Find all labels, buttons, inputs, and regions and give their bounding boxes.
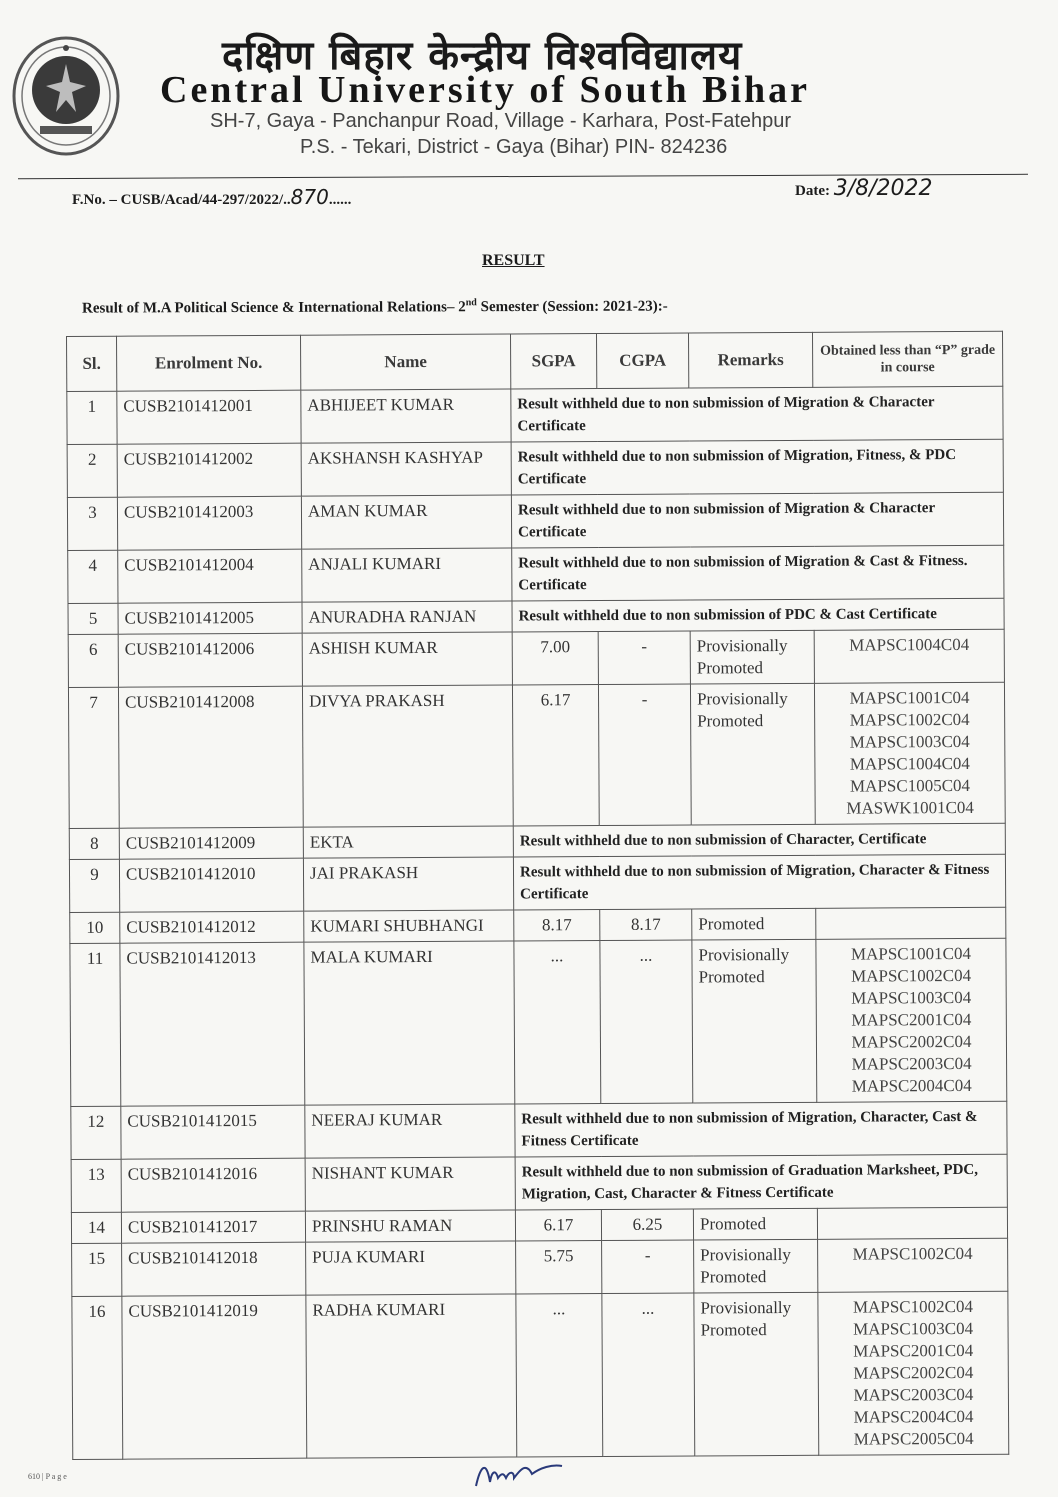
course-code: MAPSC1003C04 (853, 1318, 974, 1339)
cell-sgpa: 6.17 (515, 1210, 601, 1241)
cell-withheld-remark: Result withheld due to non submission of Migration, Character, Cast & Fitness Certificate (515, 1101, 1007, 1157)
cell-sl: 5 (68, 603, 118, 634)
cell-sl: 6 (68, 634, 118, 687)
university-seal-icon (10, 30, 122, 160)
table-body (67, 386, 1009, 1459)
cell-enrolment: CUSB2101412002 (117, 443, 301, 497)
cell-sl: 11 (70, 943, 121, 1106)
course-code: MAPSC1004C04 (849, 634, 970, 655)
cell-name: ABHIJEET KUMAR (301, 389, 511, 443)
course-code: MAPSC2001C04 (851, 1009, 972, 1030)
cell-withheld-remark: Result withheld due to non submission of Graduation Marksheet, PDC, Migration, Cast, Character & Fitness Certificate (515, 1154, 1007, 1210)
cell-name: NEERAJ KUMAR (305, 1104, 515, 1158)
table-row (69, 854, 1005, 912)
cell-sl: 9 (69, 859, 119, 912)
course-code: MAPSC2004C04 (851, 1075, 972, 1096)
cell-courses (814, 629, 1004, 683)
cell-sl: 15 (72, 1243, 122, 1296)
cell-withheld-remark: Result withheld due to non submission of Migration & Character Certificate (511, 492, 1003, 548)
page-number: 610 | P a g e (28, 1472, 67, 1481)
cell-name: DIVYA PRAKASH (302, 685, 513, 827)
course-code: MAPSC1005C04 (849, 775, 971, 796)
course-code: MAPSC2003C04 (851, 1053, 972, 1074)
result-description-text: Result of M.A Political Science & International Relations– 2 (81, 299, 466, 317)
course-code: MAPSC2003C04 (853, 1384, 974, 1405)
header-sgpa: SGPA (510, 334, 596, 389)
table-row (68, 629, 1004, 687)
course-code: MAPSC2005C04 (853, 1428, 974, 1449)
cell-courses (814, 682, 1005, 824)
results-table-wrapper (66, 331, 1012, 1460)
cell-cgpa: ... (600, 940, 693, 1104)
cell-withheld-remark: Result withheld due to non submission of Migration & Character Certificate (511, 386, 1003, 442)
course-code: MASWK1001C04 (846, 797, 974, 818)
cell-enrolment: CUSB2101412015 (121, 1105, 305, 1159)
document-date (795, 176, 933, 201)
table-row (67, 439, 1003, 497)
table-row (68, 545, 1004, 603)
cell-name: PRINSHU RAMAN (305, 1210, 515, 1242)
course-code: MAPSC2002C04 (851, 1031, 972, 1052)
cell-sl: 13 (71, 1159, 121, 1212)
cell-enrolment: CUSB2101412003 (117, 496, 301, 550)
cell-sl: 16 (72, 1296, 123, 1459)
cell-enrolment: CUSB2101412001 (117, 390, 301, 444)
cell-courses (816, 907, 1006, 939)
table-row (70, 938, 1007, 1106)
cell-sgpa: 8.17 (514, 910, 600, 941)
cell-courses (816, 938, 1007, 1102)
course-code: MAPSC2001C04 (853, 1340, 974, 1361)
cell-name: JAI PRAKASH (303, 857, 513, 911)
cell-sl: 8 (69, 828, 119, 859)
cell-sgpa: 6.17 (512, 685, 599, 826)
cell-remarks: Provisionally Promoted (694, 1292, 819, 1456)
course-code: MAPSC1003C04 (851, 987, 972, 1008)
cell-cgpa: - (598, 631, 690, 685)
cell-remarks: Provisionally Promoted (690, 630, 814, 684)
table-row (72, 1291, 1009, 1459)
cell-enrolment: CUSB2101412012 (120, 911, 304, 943)
cell-name: EKTA (303, 826, 513, 858)
table-row (71, 1154, 1007, 1212)
course-code: MAPSC2002C04 (853, 1362, 974, 1383)
handwritten-signature-icon (470, 1448, 570, 1493)
course-code: MAPSC1002C04 (849, 709, 970, 730)
cell-withheld-remark: Result withheld due to non submission of Migration, Character & Fitness Certificate (513, 854, 1005, 910)
cell-courses (818, 1291, 1009, 1455)
table-row (71, 1101, 1007, 1159)
cell-sl: 14 (71, 1212, 121, 1243)
cell-courses (818, 1238, 1008, 1292)
cell-remarks: Provisionally Promoted (694, 1239, 818, 1293)
cell-remarks: Provisionally Promoted (692, 939, 817, 1103)
cell-remarks: Promoted (692, 908, 816, 940)
cell-name: RADHA KUMARI (306, 1294, 517, 1458)
file-number (72, 185, 351, 209)
header-enrolment: Enrolment No. (117, 335, 301, 391)
cell-sl: 4 (68, 550, 118, 603)
course-code: MAPSC2004C04 (853, 1406, 974, 1427)
cell-enrolment: CUSB2101412010 (119, 858, 303, 912)
cell-withheld-remark: Result withheld due to non submission of Character, Certificate (513, 823, 1005, 857)
cell-sgpa: 7.00 (512, 632, 598, 685)
result-description-sup: nd (465, 297, 477, 309)
course-code: MAPSC1002C04 (851, 965, 972, 986)
course-code: MAPSC1001C04 (850, 943, 972, 964)
cell-remarks: Promoted (693, 1208, 817, 1240)
cell-sgpa: ... (514, 941, 601, 1104)
cell-enrolment: CUSB2101412019 (122, 1295, 307, 1459)
cell-cgpa: - (602, 1240, 694, 1294)
course-code: MAPSC1004C04 (849, 753, 970, 774)
table-row (72, 1238, 1008, 1296)
cell-name: MALA KUMARI (304, 941, 515, 1105)
course-code: MAPSC1001C04 (849, 687, 970, 708)
cell-name: ANURADHA RANJAN (302, 601, 512, 633)
cell-withheld-remark: Result withheld due to non submission of Migration, Fitness, & PDC Certificate (511, 439, 1003, 495)
cell-name: AMAN KUMAR (301, 495, 511, 549)
cell-name: AKSHANSH KASHYAP (301, 442, 511, 496)
address-line-1: SH-7, Gaya - Panchanpur Road, Village - Karhara, Post-Fatehpur (210, 110, 792, 132)
table-header-row (67, 331, 1003, 391)
header-sl: Sl. (67, 336, 117, 391)
cell-sl: 3 (67, 497, 117, 550)
cell-courses (817, 1207, 1007, 1239)
cell-cgpa: - (598, 684, 691, 826)
cell-sl: 12 (71, 1106, 121, 1159)
cell-cgpa: 6.25 (601, 1209, 693, 1241)
date-label: Date: (795, 183, 830, 199)
university-hindi-title: दक्षिण बिहार केन्द्रीय विश्वविद्यालय (222, 33, 743, 79)
cell-enrolment: CUSB2101412006 (118, 633, 302, 687)
table-row (67, 492, 1003, 550)
result-description (82, 295, 982, 317)
date-handwritten: 3/8/2022 (833, 176, 933, 201)
cell-enrolment: CUSB2101412005 (118, 602, 302, 634)
cell-cgpa: ... (602, 1293, 695, 1457)
header-obtained-less-than-p: Obtained less than “P” grade in course (812, 331, 1002, 387)
table-row (67, 386, 1003, 444)
cell-sgpa: 5.75 (516, 1241, 602, 1294)
cell-enrolment: CUSB2101412009 (119, 827, 303, 859)
cell-sl: 1 (67, 391, 117, 444)
table-row (68, 682, 1005, 828)
file-number-label: F.No. – CUSB/Acad/44-297/2022/.. (72, 192, 291, 208)
cell-remarks: Provisionally Promoted (690, 683, 815, 825)
cell-enrolment: CUSB2101412004 (118, 549, 302, 603)
file-number-handwritten: 870 (290, 185, 329, 209)
cell-name: NISHANT KUMAR (305, 1157, 515, 1211)
cell-sl: 2 (67, 444, 117, 497)
university-english-title: Central University of South Bihar (160, 69, 810, 111)
cell-withheld-remark: Result withheld due to non submission of Migration & Cast & Fitness. Certificate (512, 545, 1004, 601)
header-name: Name (300, 334, 510, 390)
file-number-suffix: ...... (328, 192, 352, 208)
result-heading: RESULT (482, 252, 545, 269)
cell-sl: 7 (68, 687, 119, 828)
cell-name: KUMARI SHUBHANGI (304, 910, 514, 942)
cell-withheld-remark: Result withheld due to non submission of PDC & Cast Certificate (512, 598, 1004, 632)
cell-name: ANJALI KUMARI (302, 548, 512, 602)
header-cgpa: CGPA (596, 333, 688, 389)
cell-cgpa: 8.17 (600, 909, 692, 941)
cell-enrolment: CUSB2101412016 (121, 1158, 305, 1212)
cell-name: ASHISH KUMAR (302, 632, 512, 686)
cell-enrolment: CUSB2101412013 (120, 942, 305, 1106)
result-description-tail: Semester (Session: 2021-23):- (476, 298, 668, 316)
address-line-2: P.S. - Tekari, District - Gaya (Bihar) PIN- 824236 (300, 136, 728, 158)
cell-enrolment: CUSB2101412017 (121, 1211, 305, 1243)
course-code: MAPSC1002C04 (852, 1296, 973, 1317)
course-code: MAPSC1002C04 (852, 1243, 973, 1264)
course-code: MAPSC1003C04 (849, 731, 970, 752)
header-remarks: Remarks (688, 332, 812, 388)
cell-name: PUJA KUMARI (306, 1241, 516, 1295)
cell-enrolment: CUSB2101412018 (122, 1242, 306, 1296)
cell-enrolment: CUSB2101412008 (118, 686, 303, 828)
cell-sgpa: ... (516, 1294, 603, 1457)
results-table (66, 331, 1009, 1460)
cell-sl: 10 (70, 912, 120, 943)
